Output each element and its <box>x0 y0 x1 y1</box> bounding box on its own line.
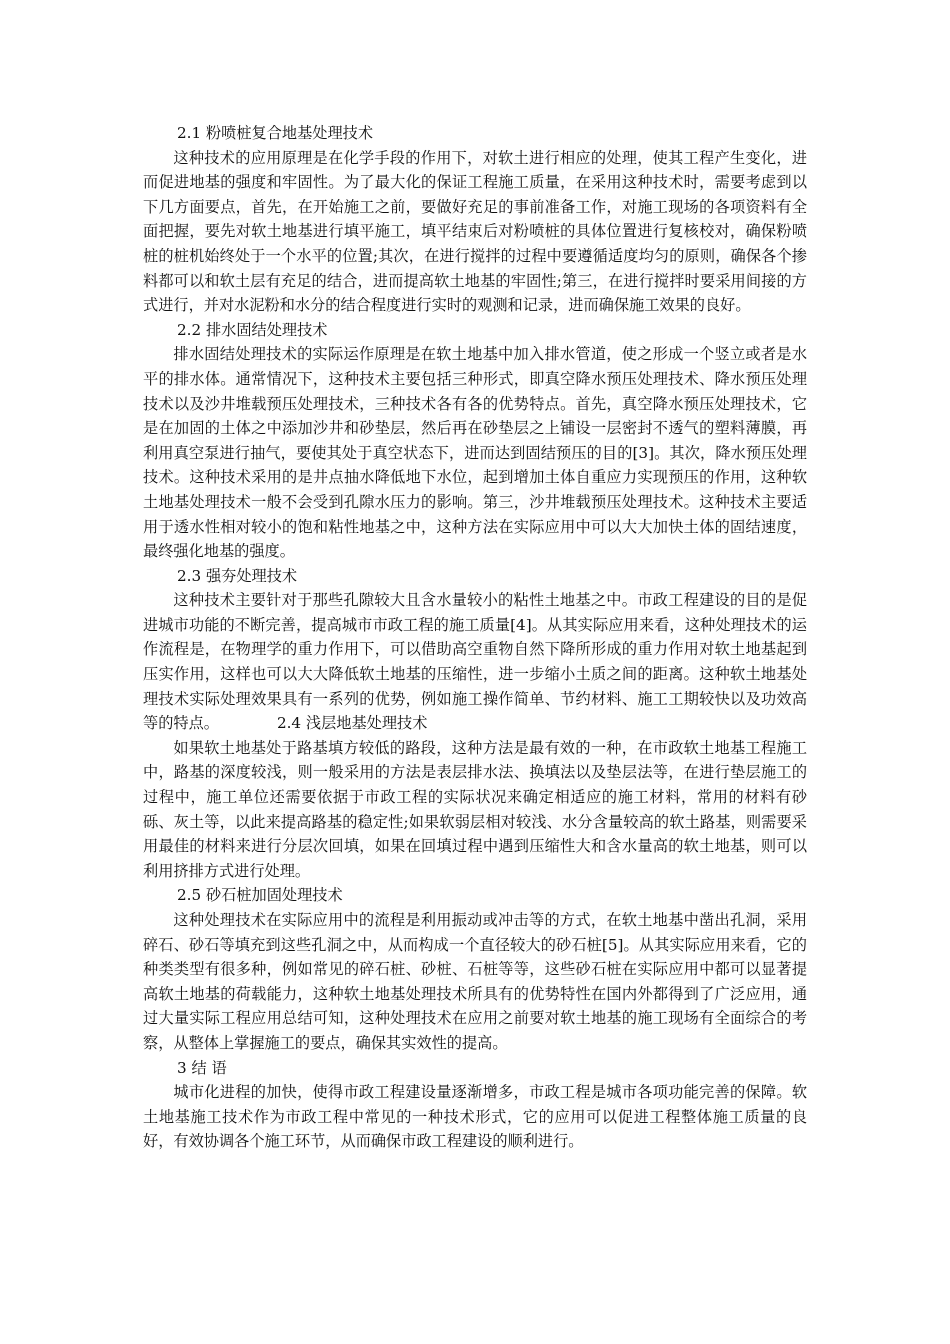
section-heading-3: 3 结 语 <box>177 1058 227 1077</box>
section-body-3: 城市化进程的加快，使得市政工程建设量逐渐增多，市政工程是城市各项功能完善的保障。软土地基施工技术作为市政工程中常见的一种技术形式，它的应用可以促进工程整体施工质量的良好，有效协调各个施工环节，从而确保市政工程建设的顺利进行。 <box>143 1083 807 1151</box>
section-heading-2-5: 2.5 砂石桩加固处理技术 <box>177 886 343 905</box>
section-body-2-1: 这种技术的应用原理是在化学手段的作用下，对软土进行相应的处理，使其工程产生变化，进而促进地基的强度和牢固性。为了最大化的保证工程施工质量，在采用这种技术时，需要考虑到以下几方面要点，首先，在开始施工之前，要做好充足的事前准备工作，对施工现场的各项资料有全面把握，要先对软土地基进行填平施工，填平结束后对粉喷桩的具体位置进行复核校对，确保粉喷桩的桩机始终处于一个水平的位置;其次，在进行搅拌的过程中要遵循适度均匀的原则，确保各个掺料都可以和软土层有充足的结合，进而提高软土地基的牢固性;第三，在进行搅拌时要采用间接的方式进行，并对水泥粉和水分的结合程度进行实时的观测和记录，进而确保施工效果的良好。 <box>143 148 807 315</box>
section-heading-2-4: 2.4 浅层地基处理技术 <box>276 714 428 733</box>
section-body-2-5: 这种处理技术在实际应用中的流程是利用振动或冲击等的方式，在软土地基中凿出孔洞，采用碎石、砂石等填充到这些孔洞之中，从而构成一个直径较大的砂石桩[5]。从其实际应用来看，它的种类类型有很多种，例如常见的碎石桩、砂桩、石桩等等，这些砂石桩在实际应用中都可以显著提高软土地基的荷载能力，这种软土地基处理技术所具有的优势特性在国内外都得到了广泛应用，通过大量实际工程应用总结可知，这种处理技术在应用之前要对软土地基的施工现场有全面综合的考察，从整体上掌握施工的要点，确保其实效性的提高。 <box>143 911 807 1052</box>
document-page <box>143 121 807 1154</box>
section-body-2-4: 如果软土地基处于路基填方较低的路段，这种方法是最有效的一种，在市政软土地基工程施工中，路基的深度较浅，则一般采用的方法是表层排水法、换填法以及垫层法等，在进行垫层施工的过程中，施工单位还需要依据于市政工程的实际状况来确定相适应的施工材料，常用的材料有砂砾、灰土等，以此来提高路基的稳定性;如果软弱层相对较浅、水分含量较高的软土路基，则需要采用最佳的材料来进行分层次回填，如果在回填过程中遇到压缩性大和含水量高的软土地基，则可以利用挤排方式进行处理。 <box>143 738 807 880</box>
section-heading-2-1: 2.1 粉喷桩复合地基处理技术 <box>177 124 374 142</box>
section-heading-2-2: 2.2 排水固结处理技术 <box>177 320 328 339</box>
section-body-2-2: 排水固结处理技术的实际运作原理是在软土地基中加入排水管道，使之形成一个竖立或者是水平的排水体。通常情况下，这种技术主要包括三种形式，即真空降水预压处理技术、降水预压处理技术以及沙井堆载预压处理技术，三种技术各有各的优势特点。首先，真空降水预压处理技术，它是在加固的土体之中添加沙井和砂垫层，然后再在砂垫层之上铺设一层密封不透气的塑料薄膜，再利用真空泵进行抽气，要使其处于真空状态下，进而达到固结预压的目的[3]。其次，降水预压处理技术。这种技术采用的是井点抽水降低地下水位，起到增加土体自重应力实现预压的作用，这种软土地基处理技术一般不会受到孔隙水压力的影响。第三，沙井堆载预压处理技术。这种技术主要适用于透水性相对较小的饱和粘性地基之中，这种方法在实际应用中可以大大加快土体的固结速度，最终强化地基的强度。 <box>143 345 807 561</box>
section-heading-2-3: 2.3 强夯处理技术 <box>177 566 298 585</box>
section-body-2-3 <box>143 588 807 736</box>
section-body-2-3-text: 这种技术主要针对于那些孔隙较大且含水量较小的粘性土地基之中。市政工程建设的目的是促进城市功能的不断完善，提高城市市政工程的施工质量[4]。从其实际应用来看，这种处理技术的运作流程是，在物理学的重力作用下，可以借助高空重物自然下降所形成的重力作用对软土地基起到压实作用，这样也可以大大降低软土地基的压缩性，进一步缩小土质之间的距离。这种软土地基处理技术实际处理效果具有一系列的优势，例如施工操作简单、节约材料、施工工期较快以及功效高等的特点。 <box>143 591 807 733</box>
